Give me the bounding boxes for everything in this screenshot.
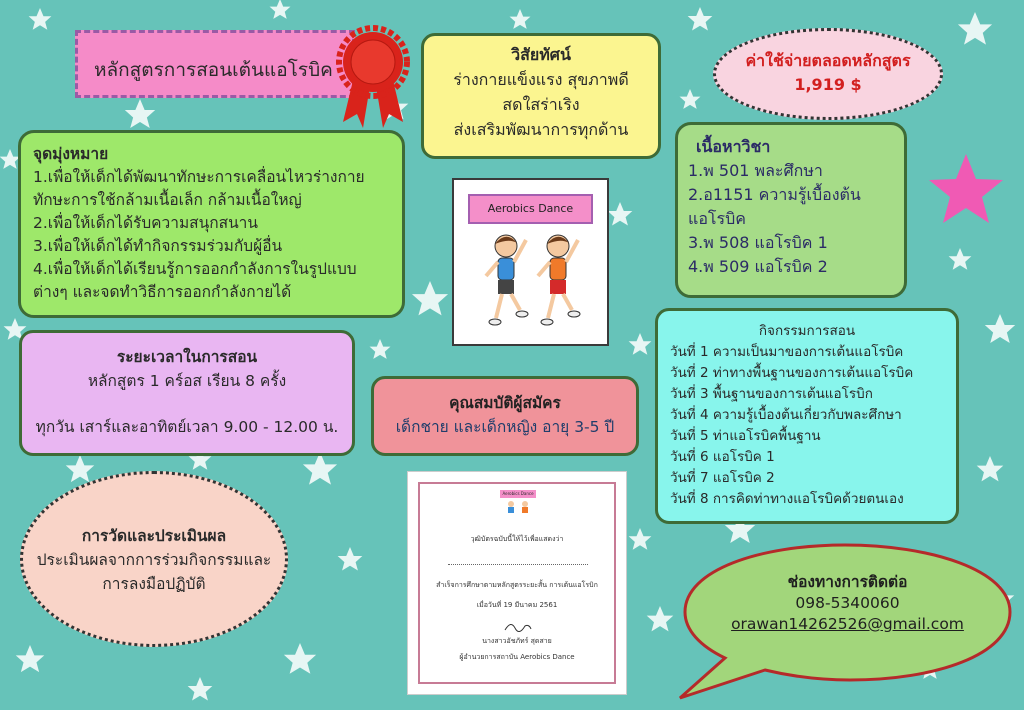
duration-line: หลักสูตร 1 คร์อส เรียน 8 ครั้ง <box>87 372 287 390</box>
course-title-banner <box>75 30 355 98</box>
dance-label: Aerobics Dance <box>468 194 593 224</box>
content-line: 2.อ1151 ความรู้เบื้องต้น <box>688 185 861 204</box>
objectives-box <box>18 130 405 318</box>
signature-icon <box>503 620 533 634</box>
content-line: 3.พ 508 แอโรบิค 1 <box>688 233 828 252</box>
content-heading: เนื้อหาวิชา <box>696 137 771 156</box>
duration-schedule: ทุกวัน เสาร์และอาทิตย์เวลา 9.00 - 12.00 น. <box>35 418 339 436</box>
content-line: แอโรบิค <box>688 209 746 228</box>
evaluation-line: ประเมินผลจากการร่วมกิจกรรมและ <box>36 551 272 569</box>
objectives-heading: จุดมุ่งหมาย <box>33 145 109 163</box>
content-line: 1.พ 501 พละศึกษา <box>688 161 823 180</box>
contact-email-link[interactable]: orawan14262526@gmail.com <box>731 615 964 633</box>
activities-heading: กิจกรรมการสอน <box>758 323 856 339</box>
certificate-line: วุฒิบัตรฉบับนี้ให้ไว้เพื่อแสดงว่า <box>470 535 564 543</box>
contact-info <box>705 572 990 652</box>
certificate-image <box>407 471 627 695</box>
activity-line: วันที่ 8 การคิดท่าทางแอโรบิคด้วยตนเอง <box>670 491 904 507</box>
course-content-box <box>675 122 907 298</box>
evaluation-bubble <box>20 471 288 647</box>
certificate-signer: นางสาวอัชภัทร์ สุดสาย <box>482 637 552 645</box>
duration-box <box>19 330 355 456</box>
activity-line: วันที่ 5 ท่าแอโรบิคพื้นฐาน <box>670 428 821 444</box>
vision-heading: วิสัยทัศน์ <box>511 45 571 64</box>
objective-line: ต่างๆ และจดทำวิธีการออกกำลังกายได้ <box>33 283 292 301</box>
activity-line: วันที่ 1 ความเป็นมาของการเต้นแอโรบิค <box>670 344 904 360</box>
vision-box <box>421 33 661 159</box>
aerobics-dance-illustration <box>452 178 609 346</box>
certificate-line: สำเร็จการศึกษาตามหลักสูตรระยะสั้น การเต้นแอโรบิก <box>436 581 598 589</box>
objective-line: 4.เพื่อให้เด็กได้เรียนรู้การออกกำลังการในรูปแบบ <box>33 260 357 278</box>
activity-line: วันที่ 4 ความรู้เบื้องต้นเกี่ยวกับพละศึกษา <box>670 407 902 423</box>
contact-heading: ช่องทางการติดต่อ <box>787 573 908 591</box>
vision-line: สดใสร่าเริง <box>502 95 580 114</box>
activity-line: วันที่ 6 แอโรบิค 1 <box>670 449 775 465</box>
course-title: หลักสูตรการสอนเต้นแอโรบิค <box>94 59 333 81</box>
activity-line: วันที่ 2 ท่าทางพื้นฐานของการเต้นแอโรบิค <box>670 365 914 381</box>
qualification-box <box>371 376 639 456</box>
certificate-signer-title: ผู้อำนวยการสถาบัน Aerobics Dance <box>459 653 575 661</box>
evaluation-heading: การวัดและประเมินผล <box>81 527 227 545</box>
certificate-kids-icon <box>502 500 534 518</box>
award-ribbon-icon <box>333 22 413 132</box>
objective-line: ทักษะการใช้กล้ามเนื้อเล็ก กล้ามเนื้อใหญ่ <box>33 191 302 209</box>
cost-amount: 1,919 $ <box>794 75 862 94</box>
qualification-line: เด็กชาย และเด็กหญิง อายุ 3-5 ปี <box>395 418 615 436</box>
duration-heading: ระยะเวลาในการสอน <box>116 348 258 366</box>
objective-line: 3.เพื่อให้เด็กได้ทำกิจกรรมร่วมกับผู้อื่น <box>33 237 283 255</box>
certificate-badge: Aerobics Dance <box>500 490 536 498</box>
qualification-heading: คุณสมบัติผู้สมัคร <box>449 394 561 412</box>
activity-line: วันที่ 3 พื้นฐานของการเต้นแอโรบิก <box>670 386 873 402</box>
vision-line: ส่งเสริมพัฒนาการทุกด้าน <box>453 120 629 139</box>
contact-phone: 098-5340060 <box>795 594 900 612</box>
dancing-kids-icon <box>476 230 591 335</box>
content-line: 4.พ 509 แอโรบิค 2 <box>688 257 828 276</box>
activity-line: วันที่ 7 แอโรบิค 2 <box>670 470 775 486</box>
certificate-line: เมื่อวันที่ 19 มีนาคม 2561 <box>476 601 558 609</box>
cost-bubble <box>713 28 943 120</box>
objective-line: 1.เพื่อให้เด็กได้พัฒนาทักษะการเคลื่อนไหวร่างกาย <box>33 168 365 186</box>
activities-box <box>655 308 959 524</box>
evaluation-line: การลงมือปฏิบัติ <box>102 575 206 593</box>
certificate-name-line <box>448 564 588 565</box>
cost-label: ค่าใช้จ่ายตลอดหลักสูตร <box>745 51 911 70</box>
pink-star-icon <box>924 150 1008 234</box>
vision-line: ร่างกายแข็งแรง สุขภาพดี <box>453 70 629 89</box>
objective-line: 2.เพื่อให้เด็กได้รับความสนุกสนาน <box>33 214 258 232</box>
